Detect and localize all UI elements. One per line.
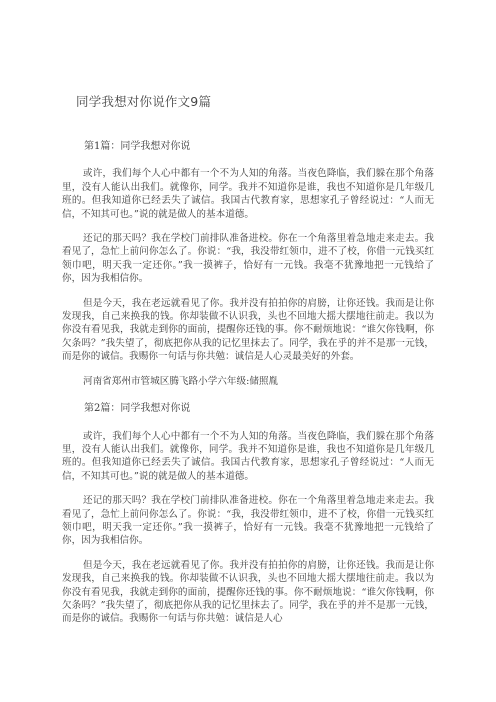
section-heading: 第1篇：同学我想对你说 — [84, 141, 191, 152]
paragraph: 或许，我们每个人心中都有一个不为人知的角落。当夜色降临，我们躲在那个角落里，没有人能认出我们。就像你，同学。我并不知道你是谁，我也不知道你是几年级几班的。但我知道你已经丢失了诚信。我国古代教育家，思想家孔子曾经说过：“人而无信，不知其可也。”说的就是做人的基本道德。 — [62, 168, 434, 220]
article-section-2 — [62, 402, 434, 626]
paragraph: 还记的那天吗？我在学校门前排队准备进校。你在一个角落里着急地走来走去。我看见了，急忙上前问你怎么了。你说：“我，我没带红领巾，进不了校，你借一元钱买红领巾吧，明天我一定还你。”我一摸裤子，恰好有一元钱。我毫不犹豫地把一元钱给了你，因为我相信你。 — [62, 233, 434, 285]
paragraph: 但是今天，我在老远就看见了你。我并没有拍拍你的肩膀，让你还钱。我而是让你发现我，自己来换我的钱。你却装做不认识我，头也不回地大摇大摆地往前走。我以为你没有看见我，我就走到你的面前，提醒你还钱的事。你不耐烦地说：“谁欠你钱啊，你欠条吗？”我失望了，彻底把你从我的记忆里抹去了。同学，我在乎的并不是那一元钱，而是你的诚信。我赐你一句话与你共勉：诚信是人心 — [62, 559, 434, 625]
article-section-1 — [62, 140, 434, 388]
paragraph: 或许，我们每个人心中都有一个不为人知的角落。当夜色降临，我们躲在那个角落里，没有人能认出我们。就像你，同学。我并不知道你是谁，我也不知道你是几年级几班的。但我知道你已经丢失了诚信。我国古代教育家，思想家孔子曾经说过：“人而无信，不知其可也。”说的就是做人的基本道德。 — [62, 430, 434, 482]
section-heading: 第2篇：同学我想对你说 — [84, 403, 191, 415]
paragraph: 还记的那天吗？我在学校门前排队准备进校。你在一个角落里着急地走来走去。我看见了，急忙上前问你怎么了。你说：“我，我没带红领巾，进不了校，你借一元钱买红领巾吧，明天我一定还你。”我一摸裤子，恰好有一元钱。我毫不犹豫地把一元钱给了你，因为我相信你。 — [62, 495, 434, 547]
author-signature: 河南省郑州市管城区腾飞路小学六年级:储照胤 — [83, 375, 279, 387]
document-title: 同学我想对你说作文9篇 — [76, 94, 212, 109]
document-content — [62, 140, 434, 626]
paragraph: 但是今天，我在老远就看见了你。我并没有拍拍你的肩膀，让你还钱。我而是让你发现我，自己来换我的钱。你却装做不认识我，头也不回地大摇大摆地往前走。我以为你没有看见我，我就走到你的面前，提醒你还钱的事。你不耐烦地说：“谁欠你钱啊，你欠条吗？”我失望了，彻底把你从我的记忆里抹去了。同学，我在乎的并不是那一元钱，而是你的诚信。我赐你一句话与你共勉：诚信是人心灵最美好的外套。 — [62, 297, 434, 363]
